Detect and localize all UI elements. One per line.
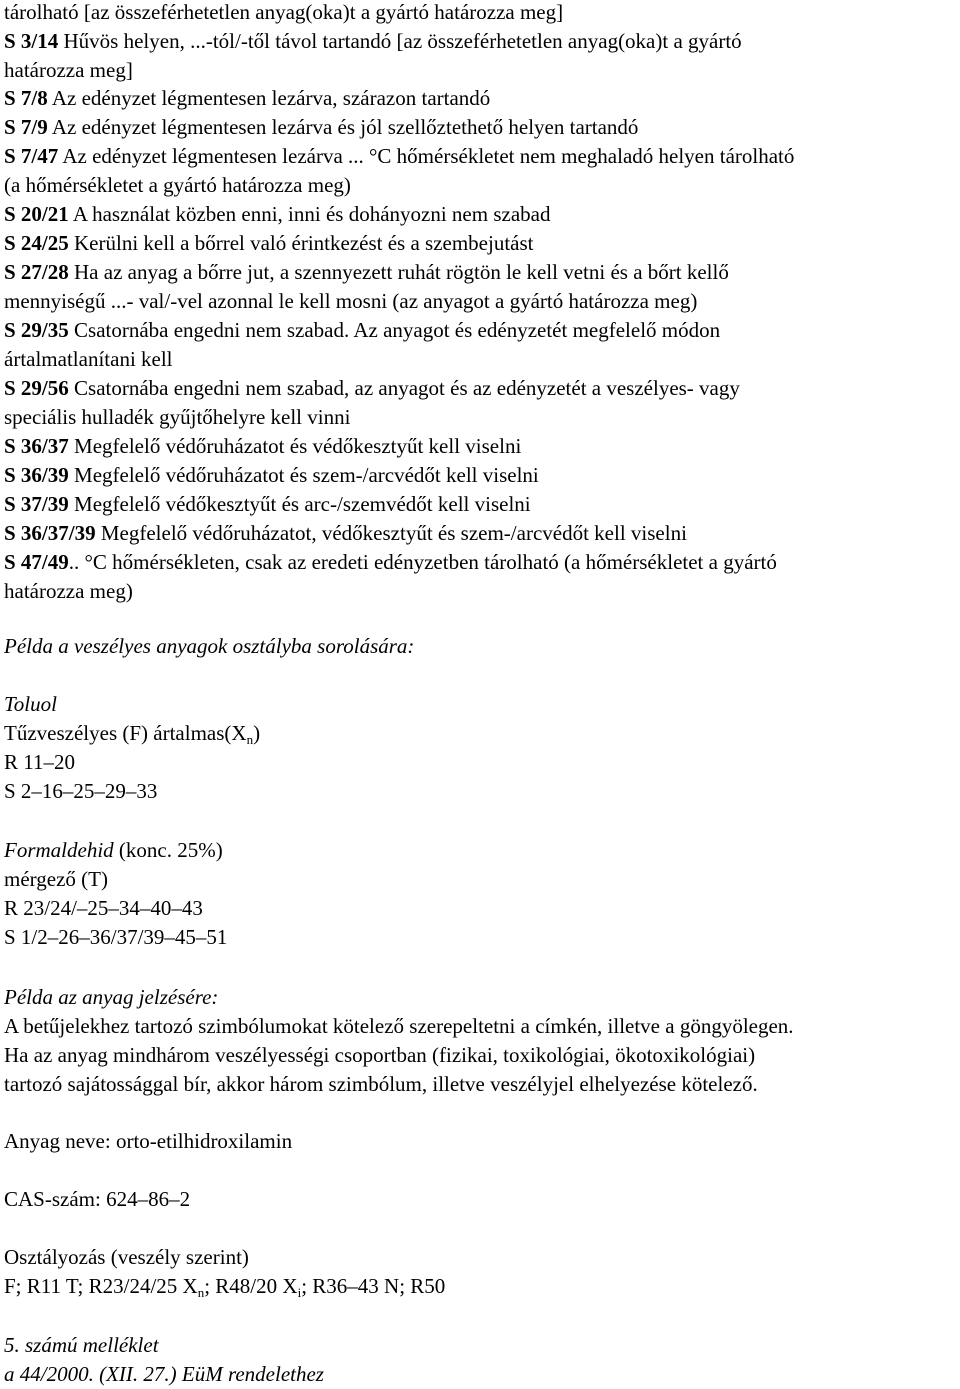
annex-reference: a 44/2000. (XII. 27.) EüM rendelethez <box>4 1362 324 1386</box>
labelling-example-heading: Példa az anyag jelzésére: <box>4 985 219 1009</box>
toluol-r-phrases: R 11–20 <box>4 750 75 774</box>
s-phrase-47-49-continued: határozza meg) <box>4 579 133 603</box>
phrase-text: Az edényzet légmentesen lezárva és jól szellőztethető helyen tartandó <box>47 115 639 139</box>
s-phrase-37-39 <box>4 492 531 516</box>
phrase-code: S 7/8 <box>4 86 48 110</box>
annex-title: 5. számú melléklet <box>4 1333 159 1357</box>
phrase-code: S 24/25 <box>4 231 69 255</box>
s-phrase-7-8 <box>4 86 490 110</box>
phrase-code: S 7/47 <box>4 144 59 168</box>
s-phrase-27-28 <box>4 260 729 284</box>
phrase-code: S 3/14 <box>4 29 59 53</box>
labelling-paragraph-line-3: tartozó sajátossággal bír, akkor három szimbólum, illetve veszélyjel elhelyezése kötelező. <box>4 1072 758 1096</box>
s-phrase-29-56-continued: speciális hulladék gyűjtőhelyre kell vinni <box>4 405 351 429</box>
phrase-text: Csatornába engedni nem szabad, az anyagot és az edényzetét a veszélyes- vagy <box>68 376 740 400</box>
s-phrase-29-35-continued: ártalmatlanítani kell <box>4 347 173 371</box>
s-phrase-36-37 <box>4 434 521 458</box>
s-phrase-7-9 <box>4 115 638 139</box>
s-phrase-7-47 <box>4 144 794 168</box>
s-phrase-36-37-39 <box>4 521 687 545</box>
phrase-text: Megfelelő védőruházatot és szem-/arcvédőt kell viselni <box>68 463 539 487</box>
phrase-text: A használat közben enni, inni és dohányozni nem szabad <box>68 202 551 226</box>
phrase-text: Ha az anyag a bőrre jut, a szennyezett ruhát rögtön le kell vetni és a bőrt kellő <box>68 260 729 284</box>
formaldehid-s-phrases: S 1/2–26–36/37/39–45–51 <box>4 925 228 949</box>
s-phrase-29-35 <box>4 318 720 342</box>
phrase-text: Megfelelő védőruházatot és védőkesztyűt kell viselni <box>68 434 522 458</box>
classification-codes: F; R11 T; R23/24/25 $X_n$; R48/20 $X_i$; R36–43 N; R50 <box>4 1274 446 1300</box>
phrase-text: .. °C hőmérsékleten, csak az eredeti edényzetben tárolható (a hőmérsékletet a gyártó <box>68 550 777 574</box>
toluol-s-phrases: S 2–16–25–29–33 <box>4 779 158 803</box>
phrase-code: S 36/39 <box>4 463 69 487</box>
substance-name: Anyag neve: orto-etilhidroxilamin <box>4 1129 293 1153</box>
s-phrase-29-56 <box>4 376 740 400</box>
classification-label: Osztályozás (veszély szerint) <box>4 1245 249 1269</box>
phrase-text: Megfelelő védőkesztyűt és arc-/szemvédőt kell viselni <box>68 492 531 516</box>
toluol-classification: Tűzveszélyes (F) $ártalmas(X_n)$ <box>4 721 261 747</box>
formaldehid-name: Formaldehid (konc. 25%) <box>4 838 223 862</box>
phrase-text: Hűvös helyen, ...-tól/-től távol tartandó [az összeférhetetlen anyag(oka)t a gyártó <box>58 29 742 53</box>
phrase-text: Csatornába engedni nem szabad. Az anyagot és edényzetét megfelelő módon <box>68 318 721 342</box>
phrase-code: S 27/28 <box>4 260 69 284</box>
phrase-code: S 29/35 <box>4 318 69 342</box>
labelling-paragraph-line-2: Ha az anyag mindhárom veszélyességi csoportban (fizikai, toxikológiai, ökotoxikológiai) <box>4 1043 756 1067</box>
s-phrase-20-21 <box>4 202 550 226</box>
phrase-code: S 36/37/39 <box>4 521 96 545</box>
phrase-text: Az edényzet légmentesen lezárva, szárazon tartandó <box>47 86 491 110</box>
labelling-paragraph-line-1: A betűjelekhez tartozó szimbólumokat kötelező szerepeltetni a címkén, illetve a göngyölegen. <box>4 1014 794 1038</box>
toluol-name: Toluol <box>4 692 57 716</box>
s-phrase-27-28-continued: mennyiségű ...- val/-vel azonnal le kell mosni (az anyagot a gyártó határozza meg) <box>4 289 698 313</box>
s-phrase-47-49 <box>4 550 777 574</box>
phrase-code: S 20/21 <box>4 202 69 226</box>
s-phrase-36-39 <box>4 463 539 487</box>
classification-example-heading: Példa a veszélyes anyagok osztályba sorolására: <box>4 634 415 658</box>
formaldehid-r-phrases: R 23/24/–25–34–40–43 <box>4 896 203 920</box>
phrase-text: Az edényzet légmentesen lezárva ... °C hőmérsékletet nem meghaladó helyen tárolható <box>58 144 795 168</box>
phrase-code: S 47/49 <box>4 550 69 574</box>
formaldehid-classification: mérgező (T) <box>4 867 108 891</box>
phrase-code: S 37/39 <box>4 492 69 516</box>
s-phrase-3-14-continued: határozza meg] <box>4 58 133 82</box>
phrase-text: Megfelelő védőruházatot, védőkesztyűt és szem-/arcvédőt kell viselni <box>95 521 687 545</box>
cas-number: CAS-szám: 624–86–2 <box>4 1187 191 1211</box>
phrase-text: Kerülni kell a bőrrel való érintkezést és a szembejutást <box>68 231 534 255</box>
phrase-code: S 29/56 <box>4 376 69 400</box>
s-phrase-continuation: tárolható [az összeférhetetlen anyag(oka)t a gyártó határozza meg] <box>4 0 564 24</box>
s-phrase-3-14 <box>4 29 742 53</box>
phrase-code: S 36/37 <box>4 434 69 458</box>
phrase-code: S 7/9 <box>4 115 48 139</box>
s-phrase-7-47-continued: (a hőmérsékletet a gyártó határozza meg) <box>4 173 351 197</box>
s-phrase-24-25 <box>4 231 534 255</box>
